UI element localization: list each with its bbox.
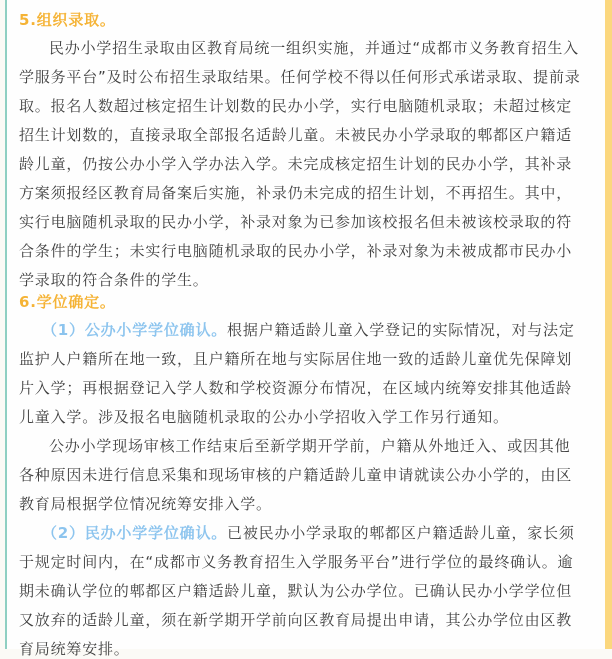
paragraph-line: 龄儿童，仍按公办小学入学办法入学。未完成核定招生计划的民办小学，其补录 <box>19 155 573 173</box>
paragraph-line: 民办小学招生录取由区教育局统一组织实施，并通过“成都市义务教育招生入 <box>49 39 579 57</box>
paragraph-line: 儿童入学。涉及报名电脑随机录取的公办小学招收入学工作另行通知。 <box>19 408 509 426</box>
paragraph-text: 已被民办小学录取的郫都区户籍适龄儿童，家长须 <box>227 524 575 542</box>
section-5-heading: 5.组织录取。 <box>19 11 116 29</box>
subheading-public-school: （1）公办小学学位确认。 <box>42 321 228 339</box>
paragraph-line: 期未确认学位的郫都区户籍适龄儿童，默认为公办学位。已确认民办小学学位但 <box>19 582 573 600</box>
paragraph-text: 根据户籍适龄儿童入学登记的实际情况，对与法定 <box>227 321 575 339</box>
paragraph-line: 各种原因未进行信息采集和现场审核的户籍适龄儿童申请就读公办小学的，由区 <box>19 466 573 484</box>
paragraph-line: 监护人户籍所在地一致，且户籍所在地与实际居住地一致的适龄儿童优先保障划 <box>19 350 573 368</box>
paragraph-line: 学录取的符合条件的学生。 <box>19 271 209 289</box>
paragraph-line: 招生计划数的，直接录取全部报名适龄儿童。未被民办小学录取的郫都区户籍适 <box>19 126 573 144</box>
paragraph-line: 公办小学现场审核工作结束后至新学期开学前，户籍从外地迁入、或因其他 <box>49 437 571 455</box>
paragraph-line: 于规定时间内，在“成都市义务教育招生入学服务平台”进行学位的最终确认。逾 <box>19 553 574 571</box>
paragraph-line <box>42 523 575 543</box>
section-6-heading: 6.学位确定。 <box>19 293 116 311</box>
paragraph-line: 育局统筹安排。 <box>19 640 130 658</box>
paragraph-line: 取。报名人数超过核定招生计划数的民办小学，实行电脑随机录取；未超过核定 <box>19 97 573 115</box>
paragraph-line: 合条件的学生；未实行电脑随机录取的民办小学，补录对象为未被成都市民办小 <box>19 242 573 260</box>
paragraph-line: 又放弃的适龄儿童，须在新学期开学前向区教育局提出申请，其公办学位由区教 <box>19 611 573 629</box>
paragraph-line: 方案须报经区教育局备案后实施，补录仍未完成的招生计划，不再招生。其中， <box>19 184 573 202</box>
paragraph-line <box>42 320 575 340</box>
paragraph-line: 教育局根据学位情况统筹安排入学。 <box>19 495 272 513</box>
side-decoration <box>605 0 612 649</box>
paragraph-line: 实行电脑随机录取的民办小学，补录对象为已参加该校报名但未被该校录取的符 <box>19 213 573 231</box>
paragraph-line: 片入学；再根据登记入学人数和学校资源分布情况，在区域内统筹安排其他适龄 <box>19 379 573 397</box>
paragraph-line: 学服务平台”及时公布招生录取结果。任何学校不得以任何形式承诺录取、提前录 <box>19 68 581 86</box>
subheading-private-school: （2）民办小学学位确认。 <box>42 524 228 542</box>
